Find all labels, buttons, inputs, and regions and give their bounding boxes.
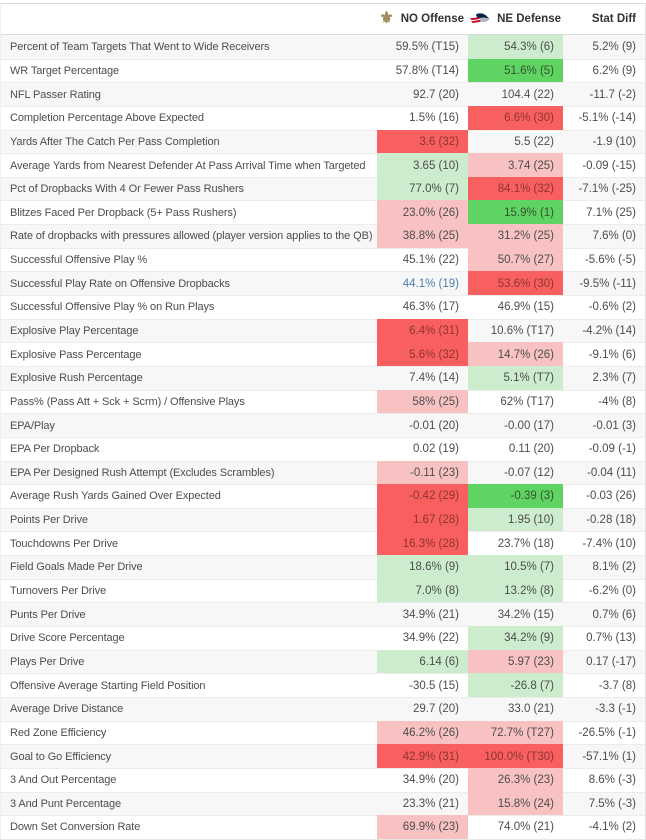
no-offense-value: 3.65 (10) [377,153,468,177]
table-row [1,35,645,59]
no-offense-value: 34.9% (21) [377,602,468,626]
team-stats-comparison-table [0,3,646,840]
no-offense-value: 34.9% (20) [377,768,468,792]
table-row [1,390,645,414]
table-row [1,531,645,555]
table-row [1,200,645,224]
stat-diff-value: 0.17 (-17) [563,650,645,674]
stat-label: Percent of Team Targets That Went to Wide Receivers [10,40,270,53]
stat-label: Pass% (Pass Att + Sck + Scrm) / Offensive Plays [1,390,377,414]
stat-label: Successful Offensive Play % on Run Plays [1,295,377,319]
no-offense-header [377,11,468,27]
no-offense-value: 3.6 (32) [377,130,468,154]
stat-diff-value: -0.09 (-1) [563,437,645,461]
stat-label: Goal to Go Efficiency [1,744,377,768]
ne-defense-value: 50.7% (27) [468,248,563,272]
table-row [1,602,645,626]
ne-defense-value: 0.11 (20) [468,437,563,461]
ne-defense-value: 46.9% (15) [468,295,563,319]
table-row [1,792,645,816]
no-offense-value: 46.2% (26) [377,721,468,745]
stat-label: Drive Score Percentage [1,626,377,650]
stat-diff-value: -3.7 (8) [563,673,645,697]
stat-diff-header-label: Stat Diff [591,13,636,25]
stat-label: Average Drive Distance [1,697,377,721]
stat-diff-value: -4% (8) [563,390,645,414]
stat-label: Explosive Rush Percentage [1,366,377,390]
patriots-logo-icon [470,13,490,25]
stat-diff-value: -5.1% (-14) [563,106,645,130]
no-offense-value: 57.8% (T14) [377,59,468,83]
stat-label: Rate of dropbacks with pressures allowed (player version applies to the QB) [1,224,377,248]
stat-diff-value: 7.5% (-3) [563,792,645,816]
table-row [1,650,645,674]
ne-defense-value: 23.7% (18) [468,531,563,555]
ne-defense-value: 10.6% (T17) [468,319,563,343]
table-row [1,271,645,295]
table-row [1,413,645,437]
no-offense-value: 29.7 (20) [377,697,468,721]
stat-label: Completion Percentage Above Expected [1,106,377,130]
stat-label: Average Yards from Nearest Defender At Pass Arrival Time when Targeted [1,153,377,177]
table-row [1,153,645,177]
stat-label: Successful Offensive Play % [1,248,377,272]
stat-diff-value: -0.03 (26) [563,484,645,508]
no-offense-header-label: NO Offense [400,13,464,25]
stat-label: EPA/Play [1,413,377,437]
ne-defense-value: 15.9% (1) [468,200,563,224]
no-offense-value: 7.0% (8) [377,579,468,603]
no-offense-value: 1.67 (28) [377,508,468,532]
stat-diff-value: 7.6% (0) [563,224,645,248]
ne-defense-value: 6.6% (30) [468,106,563,130]
stat-diff-value: -7.1% (-25) [563,177,645,201]
ne-defense-value: 51.6% (5) [468,59,563,83]
table-row [1,579,645,603]
ne-defense-value: -26.8 (7) [468,673,563,697]
stat-diff-value: -0.04 (11) [563,461,645,485]
stat-diff-value: -9.5% (-11) [563,271,645,295]
no-offense-value: 92.7 (20) [377,82,468,106]
table-row [1,342,645,366]
no-offense-value: -30.5 (15) [377,673,468,697]
stat-label: Red Zone Efficiency [1,721,377,745]
ne-defense-value: 74.0% (21) [468,815,563,839]
table-row [1,59,645,83]
ne-defense-value: 15.8% (24) [468,792,563,816]
ne-defense-value: 14.7% (26) [468,342,563,366]
ne-defense-value: 33.0 (21) [468,697,563,721]
no-offense-value: 58% (25) [377,390,468,414]
stat-label: Yards After The Catch Per Pass Completion [1,130,377,154]
table-row [1,106,645,130]
stat-label: Points Per Drive [1,508,377,532]
table-row [1,626,645,650]
stat-label: 3 And Out Percentage [1,768,377,792]
table-row [1,721,645,745]
ne-defense-value: -0.39 (3) [468,484,563,508]
ne-defense-value: 62% (T17) [468,390,563,414]
no-offense-value: 16.3% (28) [377,531,468,555]
table-row [1,508,645,532]
ne-defense-value: 31.2% (25) [468,224,563,248]
no-offense-value: 23.0% (26) [377,200,468,224]
table-row [1,437,645,461]
stat-diff-value: -0.6% (2) [563,295,645,319]
table-row [1,697,645,721]
stat-diff-value: -0.28 (18) [563,508,645,532]
stat-diff-value: 2.3% (7) [563,366,645,390]
ne-defense-value: 34.2% (15) [468,602,563,626]
table-row [1,555,645,579]
stat-diff-value: -4.2% (14) [563,319,645,343]
stat-label: Offensive Average Starting Field Position [1,673,377,697]
stat-diff-value: -6.2% (0) [563,579,645,603]
table-row [1,744,645,768]
table-row [1,484,645,508]
table-row [1,82,645,106]
ne-defense-value: 26.3% (23) [468,768,563,792]
ne-defense-value: 72.7% (T27) [468,721,563,745]
no-offense-value: 18.6% (9) [377,555,468,579]
stat-label: Down Set Conversion Rate [1,815,377,839]
stat-label: WR Target Percentage [1,59,377,83]
stat-label: EPA Per Designed Rush Attempt (Excludes Scrambles) [1,461,377,485]
table-row [1,366,645,390]
stat-label: Punts Per Drive [1,602,377,626]
stat-diff-value: 0.7% (6) [563,602,645,626]
stat-diff-value: 8.1% (2) [563,555,645,579]
stat-diff-value: -5.6% (-5) [563,248,645,272]
stat-diff-value: -7.4% (10) [563,531,645,555]
stat-diff-value: 7.1% (25) [563,200,645,224]
stat-diff-value: -1.9 (10) [563,130,645,154]
table-row [1,295,645,319]
stat-diff-value: -11.7 (-2) [563,82,645,106]
ne-defense-value: 54.3% (6) [468,35,563,59]
no-offense-value[interactable]: 44.1% (19) [377,271,468,295]
no-offense-value: 6.14 (6) [377,650,468,674]
no-offense-value: 45.1% (22) [377,248,468,272]
stat-label: Pct of Dropbacks With 4 Or Fewer Pass Rushers [1,177,377,201]
ne-defense-value: 53.6% (30) [468,271,563,295]
table-row [1,768,645,792]
no-offense-value: 7.4% (14) [377,366,468,390]
stat-diff-value: -57.1% (1) [563,744,645,768]
stat-diff-value: -4.1% (2) [563,815,645,839]
stat-diff-value: 5.2% (9) [592,40,636,53]
stat-label: Touchdowns Per Drive [1,531,377,555]
ne-defense-header [468,13,563,25]
saints-logo-icon: ⚜ [379,10,394,27]
table-row [1,224,645,248]
no-offense-value: 42.9% (31) [377,744,468,768]
no-offense-value: 0.02 (19) [377,437,468,461]
ne-defense-value: 5.97 (23) [468,650,563,674]
no-offense-value: -0.42 (29) [377,484,468,508]
stat-label: Plays Per Drive [1,650,377,674]
stat-label: Explosive Play Percentage [1,319,377,343]
stat-diff-value: 0.7% (13) [563,626,645,650]
stat-diff-value: -0.01 (3) [563,413,645,437]
ne-defense-value: 10.5% (7) [468,555,563,579]
table-row [1,130,645,154]
stat-diff-value: 6.2% (9) [563,59,645,83]
table-body [1,35,645,839]
stat-diff-header [563,13,645,25]
ne-defense-value: 1.95 (10) [468,508,563,532]
table-header [1,4,645,35]
ne-defense-value: 84.1% (32) [468,177,563,201]
no-offense-value: 5.6% (32) [377,342,468,366]
ne-defense-value: 3.74 (25) [468,153,563,177]
table-row [1,815,645,839]
stat-label: Successful Play Rate on Offensive Dropbacks [1,271,377,295]
ne-defense-value: -0.07 (12) [468,461,563,485]
stat-diff-value: 8.6% (-3) [563,768,645,792]
stat-label: 3 And Punt Percentage [1,792,377,816]
ne-defense-value: 13.2% (8) [468,579,563,603]
stat-diff-value: -3.3 (-1) [563,697,645,721]
no-offense-value: -0.11 (23) [377,461,468,485]
stat-label: NFL Passer Rating [1,82,377,106]
no-offense-value: 1.5% (16) [377,106,468,130]
ne-defense-value: 100.0% (T30) [468,744,563,768]
no-offense-value: -0.01 (20) [377,413,468,437]
no-offense-value: 69.9% (23) [377,815,468,839]
table-row [1,319,645,343]
table-row [1,673,645,697]
stat-label: EPA Per Dropback [1,437,377,461]
table-row [1,461,645,485]
stat-label: Blitzes Faced Per Dropback (5+ Pass Rushers) [1,200,377,224]
ne-defense-value: 34.2% (9) [468,626,563,650]
ne-defense-value: -0.00 (17) [468,413,563,437]
stat-label: Field Goals Made Per Drive [1,555,377,579]
no-offense-value: 23.3% (21) [377,792,468,816]
table-row [1,248,645,272]
no-offense-value: 34.9% (22) [377,626,468,650]
no-offense-value: 6.4% (31) [377,319,468,343]
stat-diff-value: -0.09 (-15) [563,153,645,177]
no-offense-value: 46.3% (17) [377,295,468,319]
stat-label: Average Rush Yards Gained Over Expected [1,484,377,508]
table-row [1,177,645,201]
stat-diff-value: -26.5% (-1) [563,721,645,745]
stat-label: Turnovers Per Drive [1,579,377,603]
no-offense-value: 38.8% (25) [377,224,468,248]
no-offense-value: 77.0% (7) [377,177,468,201]
no-offense-value: 59.5% (T15) [395,40,459,53]
ne-defense-value: 5.5 (22) [468,130,563,154]
ne-defense-value: 104.4 (22) [468,82,563,106]
ne-defense-value: 5.1% (T7) [468,366,563,390]
stat-label: Explosive Pass Percentage [1,342,377,366]
ne-defense-header-label: NE Defense [497,13,561,25]
stat-diff-value: -9.1% (6) [563,342,645,366]
